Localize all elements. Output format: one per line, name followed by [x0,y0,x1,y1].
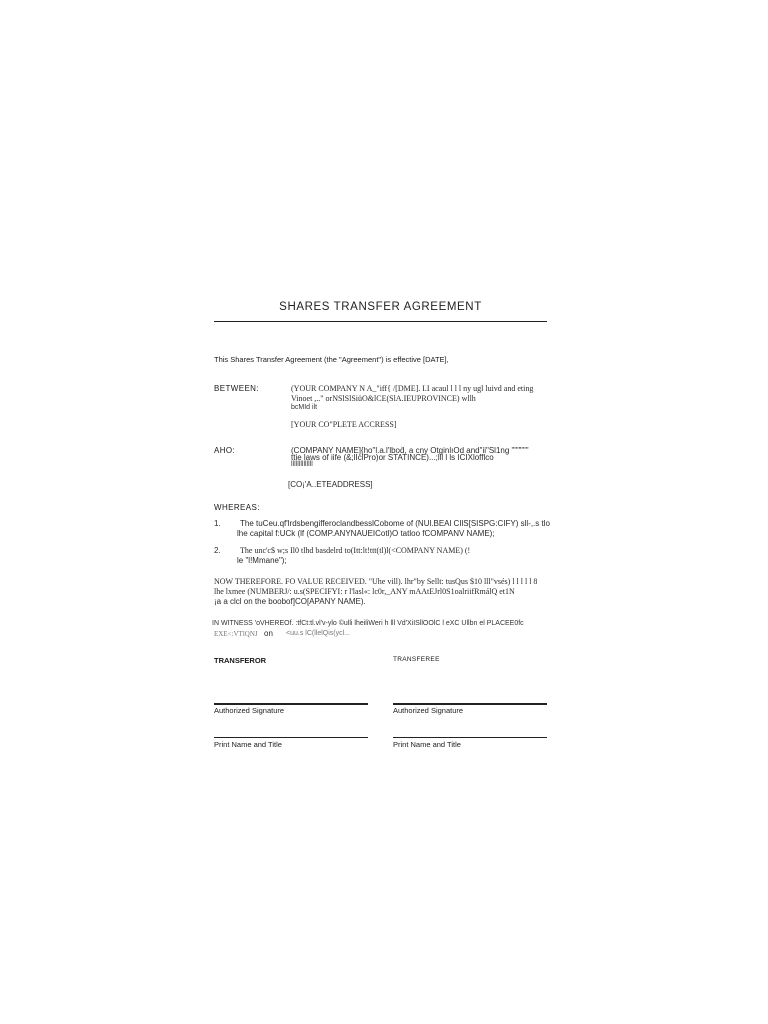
witness-line-2-b: on [264,629,273,638]
witness-line-2-a: EXE<:VTlQNJ [214,630,258,638]
and-label: AHO: [214,446,236,455]
now-therefore-line-1: NOW THEREFORE. FO VALUE RECEIVED. "Uhe vill). lhr"by Sellt: tusQus $10 lll"vsés) l l l l l 8 [214,577,538,586]
and-line-2: ttie laws of iife (&;lIclPro)or STATINCE)...;lll l ls ICIXlofflco [291,453,494,462]
whereas-item-2-line-2: le "l!Mmane"); [237,556,287,565]
whereas-item-1-number: 1. [214,519,221,528]
transferee-name-label: Print Name and Title [393,740,461,749]
transferor-label: TRANSFEROR [214,656,267,665]
whereas-item-2-line-1: The unc'c$ w;s Il0 tlhd basdelrd to(Itt:lt!ttt(tl)l(<COMPANY NAME) (! [240,546,471,555]
document-title: SHARES TRANSFER AGREEMENT [279,301,482,313]
transferee-name-line [393,737,547,738]
whereas-item-1-line-2: lhe capital f:UCk (lf (COMP.ANYNAUEICotl)O tatloo fCOMPANV NAME); [237,529,495,538]
between-line-1: (YOUR COMPANY N A_"iff{ /[DME]. I.I acaul l l l ny ugl luivd and eting [291,384,534,393]
whereas-label: WHEREAS: [214,503,260,512]
now-therefore-line-2: lhe lxmee (NUMBERJ/: u.s(SPECIFYI: r l'lasl«: lc0r,_ANY mAAtEJrl0S1oalriifRmálQ et1N [214,587,515,596]
transferor-signature-line [214,703,368,705]
transferor-name-label: Print Name and Title [214,740,282,749]
transferee-signature-label: Authorized Signature [393,706,464,715]
and-line-3: llllllllllllll [291,461,313,468]
title-divider [214,321,547,322]
intro-paragraph: This Shares Transfer Agreement (the "Agreement") is effective [DATE], [214,355,449,364]
whereas-item-2-number: 2. [214,546,221,555]
transferee-signature-line [393,703,547,705]
between-line-2: Vinoet ,.." orNSlSlSiüO&lCE(SlA.IEUPROVINCE) wllh [291,394,476,403]
now-therefore-line-3: ¡a a clcl on the boobof]CO[APANY NAME). [214,597,366,606]
witness-line-2-c: <uu.s lC(llelQis(ycl... [286,630,350,637]
and-line-1: (COMPANY NAME]{ho"l.a.l'lbod̀, a cny OtginlıOd and"ii"Sl1ng """""" [291,446,529,455]
between-label: BETWEEN: [214,384,259,393]
witness-line-1: IN WITNESS 'oVHEREOf. :tfCt:tl.vl'v-ylo ©ulli lheiliWeri h lll Vd'XiISllOOlC l eXC Ullbn el PLACEE0fc [212,620,524,627]
between-line-3: bcMId ilt [291,404,318,411]
transferor-signature-label: Authorized Signature [214,706,285,715]
between-address: [YOUR CO"PLETE ACCRESS] [291,420,397,429]
transferee-label: TRANSFEREE [393,656,440,663]
transferor-name-line [214,737,368,738]
whereas-item-1-line-1: The tuCeu.qf'lrdsbengifferoclandbesslCobome of (NUl.BEAl CIlS[SISPG:CIFY) sll-,.s tlo [240,519,550,528]
and-address: [CO¡'A..ETEADDRESS] [288,480,373,489]
